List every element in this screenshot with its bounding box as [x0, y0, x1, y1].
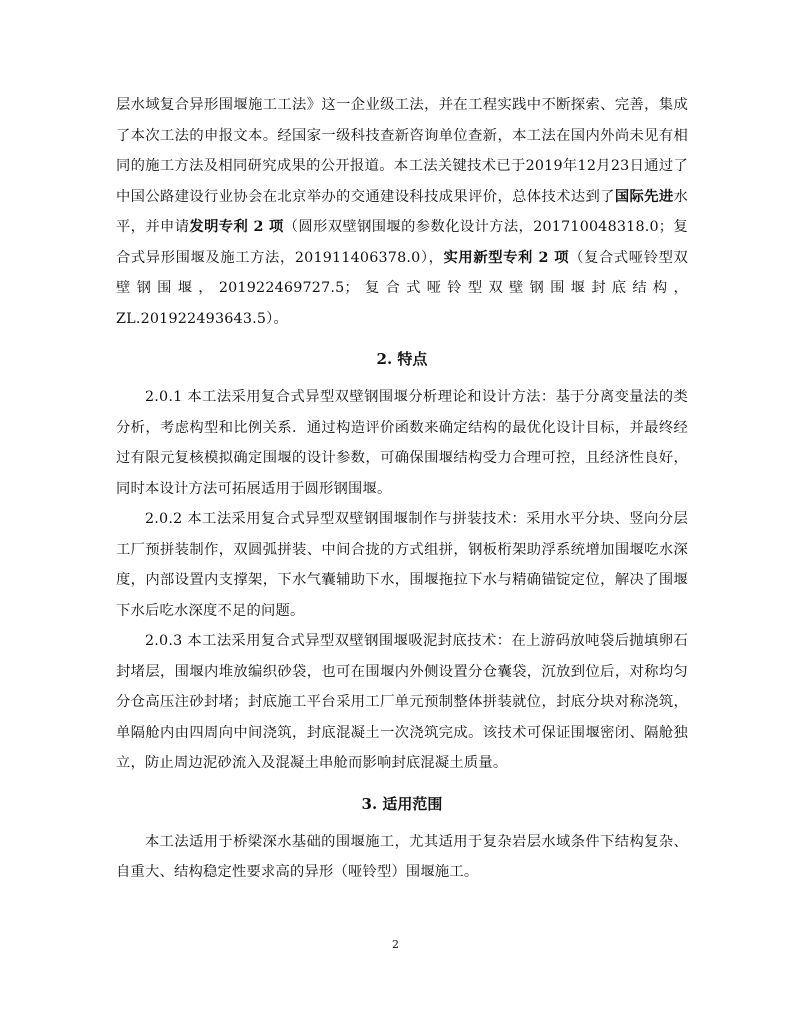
intro-text: 水平，并申请 — [116, 188, 688, 235]
page-body — [116, 90, 688, 888]
intro-bold-invention-patent: 发明专利 2 项 — [189, 219, 284, 235]
features-paragraph-2: 2.0.2 本工法采用复合式异型双壁钢围堰制作与拼装技术：采用水平分块、竖向分层工厂预拼装制作，双圆弧拼装、中间合拢的方式组拼，钢板桁架助浮系统增加围堰吃水深度，内部设置内支撑架，下水气囊辅助下水，围堰拖拉下水与精确锚锭定位，解决了围堰下水后吃水深度不足的问题。 — [116, 511, 688, 619]
intro-bold-utility-patent: 实用新型专利 2 项 — [443, 249, 570, 266]
intro-paragraph — [116, 90, 688, 334]
section-heading-features: 2. 特点 — [376, 350, 428, 368]
page-number: 2 — [392, 938, 399, 951]
scope-paragraph: 本工法适用于桥梁深水基础的围堰施工，尤其适用于复杂岩层水域条件下结构复杂、自重大、结构稳定性要求高的异形（哑铃型）围堰施工。 — [116, 833, 688, 880]
intro-text: 层水域复合异形围堰施工工法》这一企业级工法，并在工程实践中不断探索、完善，集成了本次工法的申报文本。经国家一级科技查新咨询单位查新，本工法在国内外尚未见有相同的施工方法及相同研究成果的公开报道。本工法关键技术已于2019年12月23日通过了中国公路建设行业协会在北京举办的交通建设科技成果评价，总体技术达到了 — [116, 97, 688, 205]
features-paragraph-1: 2.0.1 本工法采用复合式异型双壁钢围堰分析理论和设计方法：基于分离变量法的类分析，考虑构型和比例关系．通过构造评价函数来确定结构的最优化设计目标，并最终经过有限元复核模拟确定围堰的设计参数，可确保围堰结构受力合理可控，且经济性良好，同时本设计方法可拓展适用于圆形钢围堰。 — [116, 389, 688, 497]
intro-bold-international: 国际先进 — [614, 188, 674, 205]
intro-text: （圆形双壁钢围堰的参数化设计方法，201710048318.0；复合式异形围堰及施工方法，201911406378.0）， — [116, 219, 688, 266]
intro-text: （复合式哑铃型双壁钢围堰，201922469727.5；复合式哑铃型双壁钢围堰封底结构，ZL.201922493643.5）。 — [116, 249, 688, 327]
features-paragraph-3: 2.0.3 本工法采用复合式异型双壁钢围堰吸泥封底技术：在上游码放吨袋后抛填卵石封堵层，围堰内堆放编织砂袋，也可在围堰内外侧设置分仓囊袋，沉放到位后，对称均匀分仓高压注砂封堵；封底施工平台采用工厂单元预制整体拼装就位，封底分块对称浇筑，单隔舱内由四周向中间浇筑，封底混凝土一次浇筑完成。该技术可保证围堰密闭、隔舱独立，防止周边泥砂流入及混凝土串舱而影响封底混凝土质量。 — [116, 633, 688, 771]
section-heading-scope: 3. 适用范围 — [361, 794, 443, 813]
